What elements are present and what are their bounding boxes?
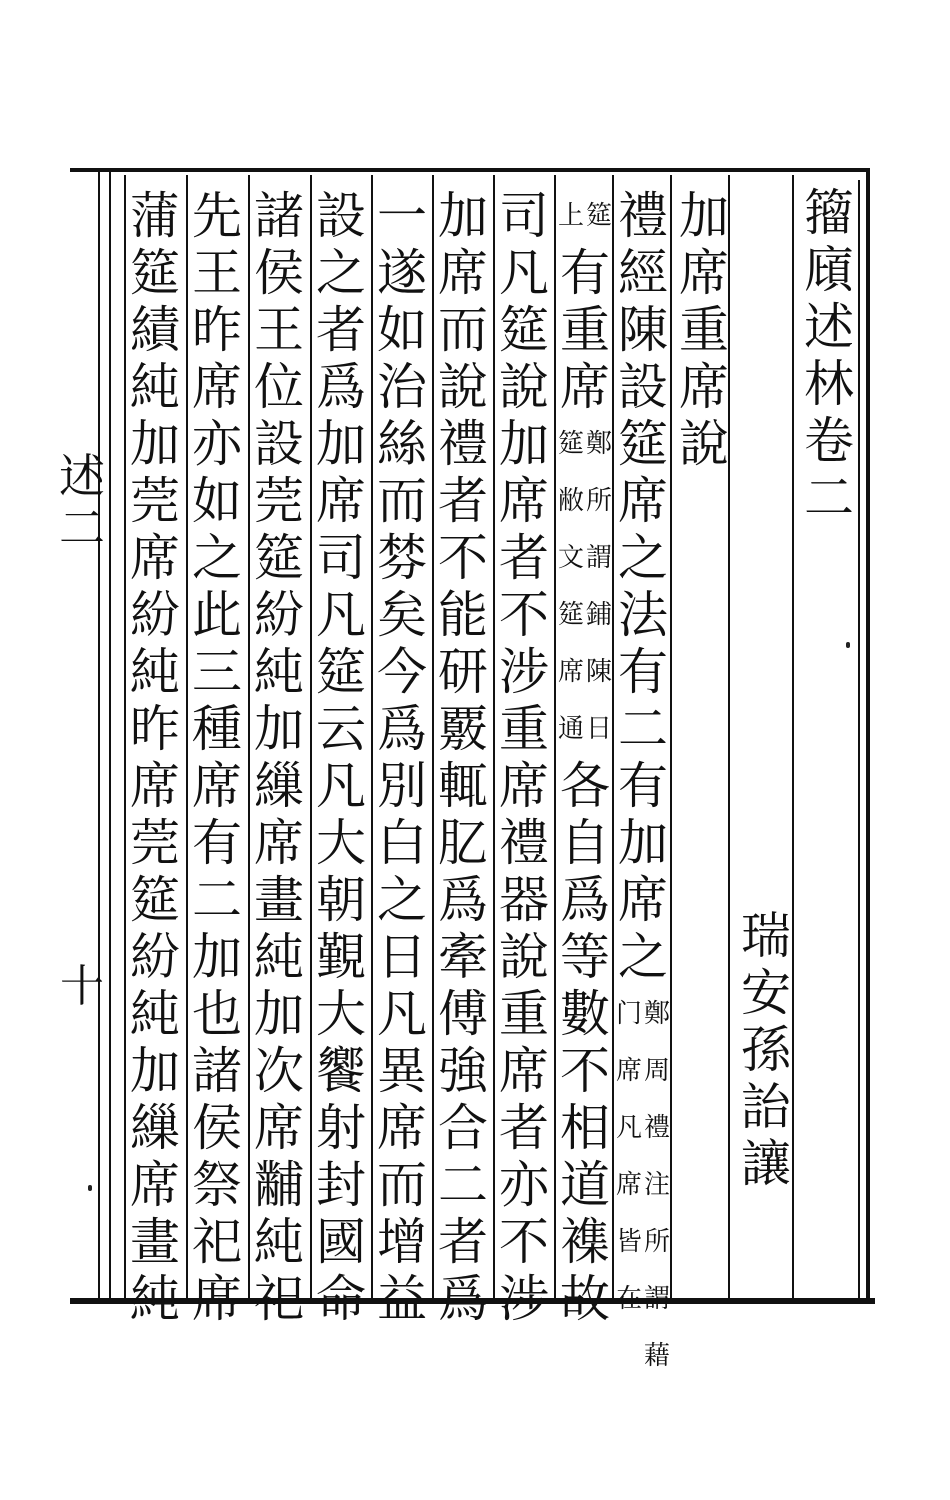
character: 亦 (499, 1156, 549, 1214)
character: 合 (438, 1099, 488, 1157)
character: 紛 (130, 586, 180, 644)
note-character: 敝 (558, 486, 585, 516)
note-character: 上 (558, 201, 585, 231)
character: 器 (499, 871, 549, 929)
text-column-2 (557, 188, 613, 1328)
note-character: 陳 (586, 657, 613, 687)
character: 強 (438, 1042, 488, 1100)
character: 大 (316, 814, 366, 872)
fold-margin-label (57, 450, 107, 554)
character: 者 (499, 529, 549, 587)
character: 禮 (499, 814, 549, 872)
character: 命 (316, 1270, 366, 1328)
column-divider (310, 175, 312, 1298)
character: 純 (130, 985, 180, 1043)
character: 加 (499, 415, 549, 473)
character: 有 (192, 814, 242, 872)
character: 設 (618, 358, 668, 416)
character: 黼 (254, 1156, 304, 1214)
character: 傅 (438, 985, 488, 1043)
character: 一 (377, 187, 427, 245)
character: 侯 (254, 244, 304, 302)
character: 能 (438, 586, 488, 644)
note-character: 在 (616, 1284, 643, 1314)
character: 經 (618, 244, 668, 302)
character: 席 (499, 1042, 549, 1100)
column-divider (493, 175, 495, 1298)
character: 凡 (316, 586, 366, 644)
character: 者 (438, 1213, 488, 1271)
character: 增 (377, 1213, 427, 1271)
text-column-3 (496, 188, 552, 1328)
character: 等 (560, 928, 610, 986)
character: 畫 (254, 871, 304, 929)
text-column-6 (313, 188, 369, 1328)
note-character: 謂 (644, 1284, 671, 1314)
character: 爲 (438, 1270, 488, 1328)
character: 林 (804, 355, 854, 413)
character: 績 (130, 301, 180, 359)
character: 襍 (560, 1213, 610, 1271)
character: 司 (499, 187, 549, 245)
character: 廎 (804, 241, 854, 299)
frame-right-rule (866, 168, 870, 1304)
character: 二 (618, 700, 668, 758)
character: 席 (618, 472, 668, 530)
character: 席 (192, 757, 242, 815)
character: 純 (254, 1213, 304, 1271)
character: 朝 (316, 871, 366, 929)
character: 加 (618, 814, 668, 872)
character: 三 (192, 643, 242, 701)
character: 而 (377, 1156, 427, 1214)
character: 二 (438, 1156, 488, 1214)
character: 席 (560, 358, 610, 416)
note-character: 禮 (644, 1113, 671, 1143)
character: 王 (192, 244, 242, 302)
character: 禮 (618, 187, 668, 245)
character: 諸 (254, 187, 304, 245)
character: 覲 (316, 928, 366, 986)
character: 爲 (438, 871, 488, 929)
character: 畫 (130, 1213, 180, 1271)
character: 席 (192, 1270, 242, 1328)
character: 安 (741, 964, 791, 1022)
character: 涉 (499, 1270, 549, 1328)
character: 二 (192, 871, 242, 929)
character: 凡 (316, 757, 366, 815)
character: 不 (499, 586, 549, 644)
character: 昨 (192, 301, 242, 359)
character: 別 (377, 757, 427, 815)
character: 繅 (130, 1099, 180, 1157)
character: 重 (560, 301, 610, 359)
note-character: 鄭 (586, 429, 613, 459)
character: 先 (192, 187, 242, 245)
character: 重 (499, 985, 549, 1043)
character: 各 (560, 757, 610, 815)
character: 云 (316, 700, 366, 758)
character: 重 (499, 700, 549, 758)
character: 之 (618, 928, 668, 986)
character: 席 (192, 358, 242, 416)
character: 今 (377, 643, 427, 701)
margin-character: 述 (59, 449, 105, 503)
character: 純 (130, 643, 180, 701)
character: 席 (499, 757, 549, 815)
note-character: 文 (558, 543, 585, 573)
character: 諸 (192, 1042, 242, 1100)
character: 凡 (377, 985, 427, 1043)
column-divider (186, 175, 188, 1298)
character: 故 (560, 1270, 610, 1328)
note-character: 席 (616, 1056, 643, 1086)
character: 筵 (618, 415, 668, 473)
column-divider (124, 175, 126, 1298)
character: 異 (377, 1042, 427, 1100)
character: 設 (254, 415, 304, 473)
character: 大 (316, 985, 366, 1043)
text-column-1 (615, 188, 671, 1385)
frame-top-rule (70, 168, 870, 172)
character: 如 (377, 301, 427, 359)
character: 不 (499, 1213, 549, 1271)
character: 純 (254, 928, 304, 986)
fold-line-outer (98, 168, 100, 1304)
character: 祀 (192, 1213, 242, 1271)
character: 相 (560, 1099, 610, 1157)
character: 國 (316, 1213, 366, 1271)
character: 加 (316, 415, 366, 473)
character: 蒲 (130, 187, 180, 245)
character: 述 (804, 298, 854, 356)
interlinear-note (558, 416, 612, 758)
character: 饗 (316, 1042, 366, 1100)
character: 席 (130, 1156, 180, 1214)
character: 席 (130, 757, 180, 815)
character: 席 (679, 358, 729, 416)
character: 也 (192, 985, 242, 1043)
character: 紛 (254, 586, 304, 644)
character: 封 (316, 1156, 366, 1214)
character: 筵 (130, 244, 180, 302)
column-divider (432, 175, 434, 1298)
character: 位 (254, 358, 304, 416)
character: 莞 (254, 472, 304, 530)
character: 輒 (438, 757, 488, 815)
character: 而 (377, 472, 427, 530)
character: 之 (316, 244, 366, 302)
character: 絲 (377, 415, 427, 473)
column-divider (248, 175, 250, 1298)
character: 祀 (254, 1270, 304, 1328)
character: 次 (254, 1042, 304, 1100)
character: 爲 (316, 358, 366, 416)
character: 加 (130, 415, 180, 473)
character: 繅 (254, 757, 304, 815)
character: 王 (254, 301, 304, 359)
character: 如 (192, 472, 242, 530)
character: 莞 (130, 472, 180, 530)
note-character: 鄭 (644, 999, 671, 1029)
character: 此 (192, 586, 242, 644)
character: 設 (316, 187, 366, 245)
character: 凡 (499, 244, 549, 302)
character: 席 (377, 1099, 427, 1157)
note-character: 所 (586, 486, 613, 516)
character: 純 (130, 1270, 180, 1328)
character: 筵 (499, 301, 549, 359)
character: 有 (618, 757, 668, 815)
character: 詒 (741, 1078, 791, 1136)
character: 加 (192, 928, 242, 986)
character: 者 (438, 472, 488, 530)
character: 白 (377, 814, 427, 872)
character: 侯 (192, 1099, 242, 1157)
column-divider (371, 175, 373, 1298)
character: 說 (679, 415, 729, 473)
character: 之 (192, 529, 242, 587)
character: 純 (254, 643, 304, 701)
character: 莞 (130, 814, 180, 872)
character: 有 (560, 244, 610, 302)
character: 筵 (254, 529, 304, 587)
book-title (800, 185, 858, 527)
character: 說 (499, 928, 549, 986)
character: 牽 (438, 928, 488, 986)
character: 之 (618, 529, 668, 587)
note-character: 注 (644, 1170, 671, 1200)
character: 自 (560, 814, 610, 872)
character: 說 (438, 358, 488, 416)
note-character: 藉 (644, 1341, 671, 1371)
margin-character: 二 (59, 501, 105, 555)
character: 遂 (377, 244, 427, 302)
author-line (738, 908, 794, 1193)
character: 之 (377, 871, 427, 929)
character: 席 (679, 244, 729, 302)
frame-right-inner-rule (858, 180, 860, 1300)
note-character: 皆 (616, 1227, 643, 1257)
character: 重 (679, 301, 729, 359)
text-column-8 (189, 188, 245, 1328)
character: 瑞 (741, 907, 791, 965)
note-character: 周 (644, 1056, 671, 1086)
character: 席 (254, 814, 304, 872)
character: 筵 (130, 871, 180, 929)
note-character: 席 (616, 1170, 643, 1200)
character: 益 (377, 1270, 427, 1328)
character: 孫 (741, 1021, 791, 1079)
character: 加 (130, 1042, 180, 1100)
character: 爲 (377, 700, 427, 758)
character: 不 (560, 1042, 610, 1100)
character: 亦 (192, 415, 242, 473)
note-character: 凡 (616, 1113, 643, 1143)
character: 席 (254, 1099, 304, 1157)
text-column-5 (374, 188, 430, 1328)
character: 有 (618, 643, 668, 701)
note-character: 筵 (558, 600, 585, 630)
character: 卷 (804, 412, 854, 470)
character: 陳 (618, 301, 668, 359)
note-character: 门 (616, 999, 643, 1029)
character: 涉 (499, 643, 549, 701)
character: 種 (192, 700, 242, 758)
character: 爲 (560, 871, 610, 929)
note-character: 席 (558, 657, 585, 687)
character: 者 (316, 301, 366, 359)
character: 席 (618, 871, 668, 929)
character: 讓 (741, 1135, 791, 1193)
character: 不 (438, 529, 488, 587)
character: 祭 (192, 1156, 242, 1214)
character: 加 (254, 985, 304, 1043)
character: 禮 (438, 415, 488, 473)
column-divider (554, 175, 556, 1298)
character: 道 (560, 1156, 610, 1214)
character: 加 (254, 700, 304, 758)
character: 席 (438, 244, 488, 302)
character: 肊 (438, 814, 488, 872)
character: 席 (499, 472, 549, 530)
character: 者 (499, 1099, 549, 1157)
character: 矣 (377, 586, 427, 644)
text-column-7 (251, 188, 307, 1328)
section-title (676, 188, 732, 473)
character: 筵 (316, 643, 366, 701)
character: 二 (804, 469, 854, 527)
note-character: 謂 (586, 543, 613, 573)
character: 數 (560, 985, 610, 1043)
interlinear-note (558, 188, 612, 245)
character: 覈 (438, 700, 488, 758)
text-column-4 (435, 188, 491, 1328)
character: 射 (316, 1099, 366, 1157)
note-character: 鋪 (586, 600, 613, 630)
character: 法 (618, 586, 668, 644)
character: 昨 (130, 700, 180, 758)
character: 司 (316, 529, 366, 587)
fold-margin-page-number: 十 (60, 961, 104, 1012)
fold-line-inner (109, 168, 111, 1304)
ink-speck (88, 1185, 92, 1191)
character: 說 (499, 358, 549, 416)
note-character: 所 (644, 1227, 671, 1257)
character: 而 (438, 301, 488, 359)
note-character: 筵 (586, 201, 613, 231)
note-character: 筵 (558, 429, 585, 459)
text-column-9 (127, 188, 183, 1328)
note-character: 日 (586, 714, 613, 744)
character: 籀 (804, 184, 854, 242)
character: 研 (438, 643, 488, 701)
ink-speck (846, 642, 850, 648)
character: 日 (377, 928, 427, 986)
interlinear-note (616, 986, 670, 1385)
character: 加 (679, 187, 729, 245)
character: 席 (316, 472, 366, 530)
character: 純 (130, 358, 180, 416)
character: 治 (377, 358, 427, 416)
note-character: 通 (558, 714, 585, 744)
character: 棼 (377, 529, 427, 587)
character: 席 (130, 529, 180, 587)
character: 紛 (130, 928, 180, 986)
character: 加 (438, 187, 488, 245)
